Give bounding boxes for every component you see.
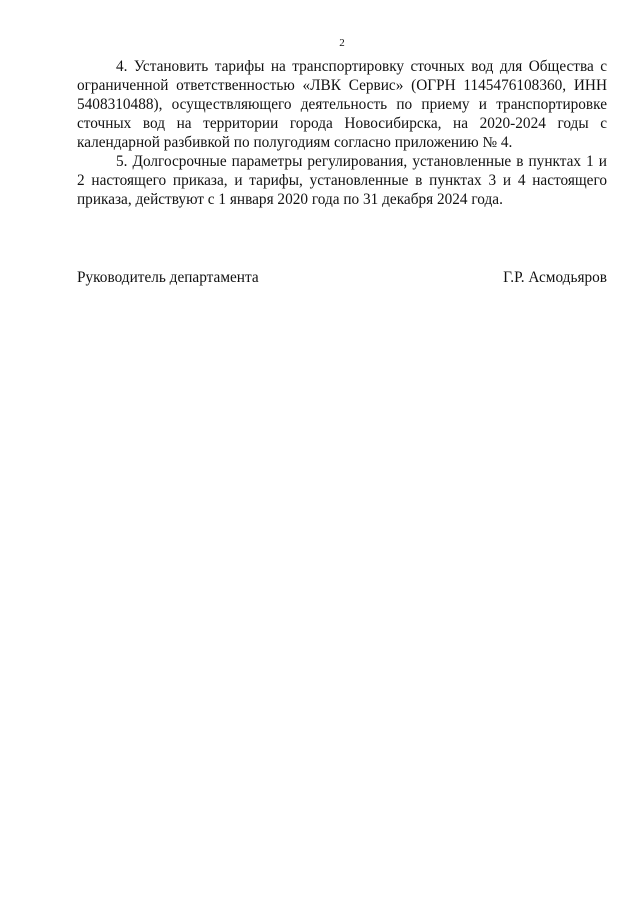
signature-block [77,268,607,287]
signatory-name: Г.Р. Асмодьяров [503,269,607,286]
signatory-position: Руководитель департамента [77,269,259,286]
page-number: 2 [339,37,345,49]
document-body [77,57,607,209]
paragraph-item-4: 4. Установить тарифы на транспортировку сточных вод для Общества с ограниченной ответственностью «ЛВК Сервис» (ОГРН 1145476108360, ИНН 5408310488), осуществляющего деятельность по приему и транспортировке сточных вод на территории города Новосибирска, на 2020-2024 годы с календарной разбивкой по полугодиям согласно приложению № 4. [77,58,607,151]
paragraph-item-5: 5. Долгосрочные параметры регулирования, установленные в пунктах 1 и 2 настоящего приказа, и тарифы, установленные в пунктах 3 и 4 настоящего приказа, действуют с 1 января 2020 года по 31 декабря 2024 года. [77,153,607,208]
